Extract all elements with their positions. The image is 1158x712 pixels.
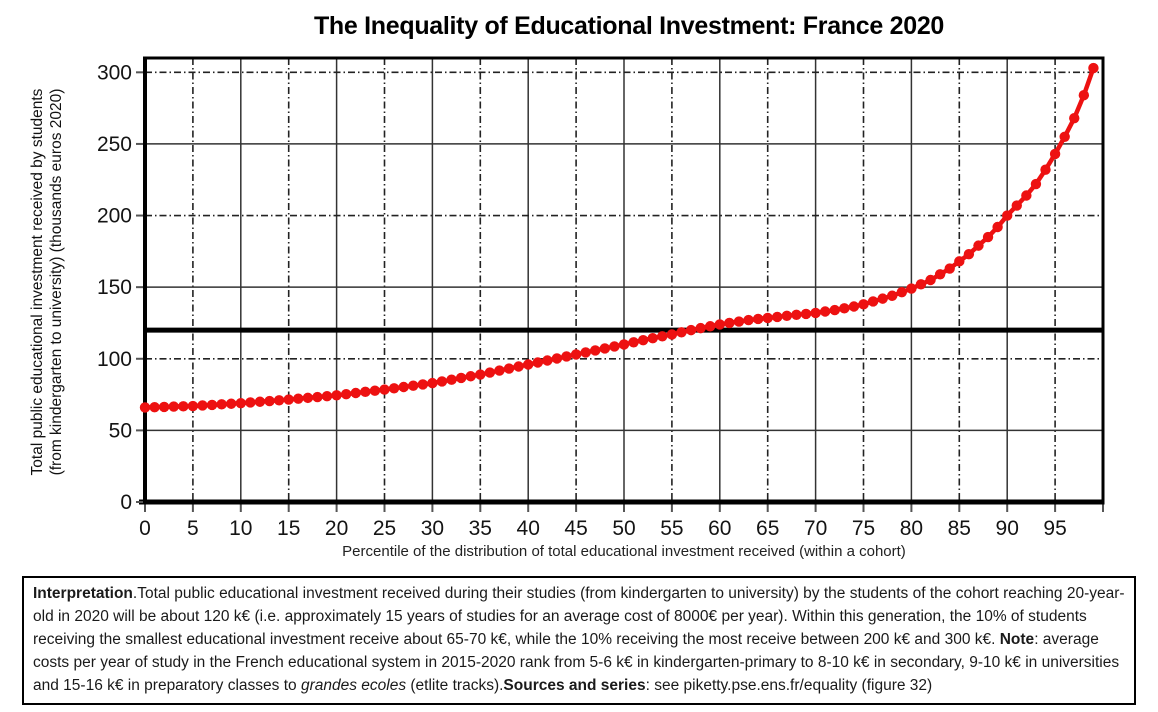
series-point xyxy=(849,301,859,311)
interpretation-segment: (etlite tracks). xyxy=(406,677,504,694)
series-point xyxy=(830,305,840,315)
x-tick-label: 10 xyxy=(229,517,253,540)
series-point xyxy=(925,275,935,285)
series-point xyxy=(724,318,734,328)
interpretation-segment: : average costs per year of study in the French educational system in 2015-2020 rank from 5-6 k€ in kindergarten-primary to 8-10 k€ in secondary, 9-10 k€ in universities and 15-16 k€ in preparatory classes to xyxy=(33,631,1120,694)
series-point xyxy=(216,399,226,409)
series-point xyxy=(303,393,313,403)
series-point xyxy=(1021,190,1031,200)
series-point xyxy=(379,384,389,394)
y-tick-label: 300 xyxy=(96,61,132,85)
series-point xyxy=(648,333,658,343)
series-point xyxy=(226,399,236,409)
x-tick-label: 30 xyxy=(420,517,445,540)
x-tick-label: 95 xyxy=(1043,517,1067,540)
series-point xyxy=(561,351,571,361)
series-point xyxy=(1031,179,1041,189)
series-point xyxy=(1059,132,1069,142)
series-point xyxy=(255,397,265,407)
series-point xyxy=(877,293,887,303)
x-tick-label: 45 xyxy=(564,517,588,540)
series-point xyxy=(1050,149,1060,159)
y-axis-label-line1: Total public educational investment received by students xyxy=(29,88,46,476)
series-point xyxy=(763,313,773,323)
series-point xyxy=(188,401,198,411)
series-point xyxy=(446,374,456,384)
series-point xyxy=(638,335,648,345)
series-point xyxy=(619,339,629,349)
series-point xyxy=(705,321,715,331)
series-point xyxy=(552,353,562,363)
series-point xyxy=(427,378,437,388)
series-point xyxy=(590,345,600,355)
series-point xyxy=(341,389,351,399)
series-point xyxy=(897,287,907,297)
series-point xyxy=(973,240,983,250)
series-point xyxy=(437,376,447,386)
series-point xyxy=(466,371,476,381)
series-point xyxy=(734,316,744,326)
series-point xyxy=(906,283,916,293)
interpretation-segment: Sources and series xyxy=(503,677,646,694)
series-point xyxy=(284,394,294,404)
series-point xyxy=(887,291,897,301)
series-point xyxy=(964,249,974,259)
x-tick-label: 0 xyxy=(139,517,151,540)
series-point xyxy=(542,355,552,365)
y-tick-label: 100 xyxy=(96,347,132,371)
series-point xyxy=(715,319,725,329)
series-point xyxy=(207,400,217,410)
series-point xyxy=(236,398,246,408)
x-tick-label: 15 xyxy=(277,517,301,540)
series-point xyxy=(331,390,341,400)
series-point xyxy=(1002,210,1012,220)
series-point xyxy=(686,325,696,335)
series-point xyxy=(916,279,926,289)
series-point xyxy=(628,337,638,347)
y-axis-label xyxy=(28,47,66,517)
interpretation-segment: Interpretation xyxy=(33,585,133,602)
series-point xyxy=(801,309,811,319)
series-point xyxy=(1088,63,1098,73)
y-tick-label: 150 xyxy=(96,276,132,300)
series-point xyxy=(197,400,207,410)
x-tick-label: 55 xyxy=(660,517,684,540)
series-point xyxy=(1012,200,1022,210)
x-tick-label: 85 xyxy=(947,517,971,540)
series-point xyxy=(1069,113,1079,123)
series-point xyxy=(169,401,179,411)
interpretation-segment: .Total public educational investment received during their studies (from kindergarten to university) by the students of the cohort reaching 20-year-old in 2020 will be about 120 k€ (i.e. approximately 15 years of studies for an average cost of 8000€ per year). Within this generation, the 10% of students receiving the smallest educational investment receive about 65-70 k€, while the 10% receiving the most receive between 200 k€ and 300 k€. xyxy=(33,585,1125,648)
series-point xyxy=(609,341,619,351)
x-tick-label: 35 xyxy=(468,517,492,540)
series-point xyxy=(657,331,667,341)
x-tick-label: 60 xyxy=(708,517,732,540)
x-tick-label: 25 xyxy=(372,517,397,540)
series-point xyxy=(1079,90,1089,100)
series-point xyxy=(264,396,274,406)
x-tick-label: 5 xyxy=(187,517,199,540)
series-point xyxy=(494,365,504,375)
series-point xyxy=(370,386,380,396)
series-point xyxy=(743,315,753,325)
series-point xyxy=(312,392,322,402)
series-point xyxy=(322,391,332,401)
series-point xyxy=(954,256,964,266)
y-tick-label: 250 xyxy=(96,132,132,156)
series-point xyxy=(475,369,485,379)
series-point xyxy=(351,388,361,398)
interpretation-box xyxy=(22,576,1136,705)
y-axis-label-line2: (from kindergarten to university) (thousands euros 2020) xyxy=(48,88,65,476)
series-point xyxy=(992,222,1002,232)
series-point xyxy=(513,361,523,371)
series-point xyxy=(140,402,150,412)
series-point xyxy=(245,397,255,407)
interpretation-segment: Note xyxy=(999,631,1035,648)
x-tick-label: 80 xyxy=(899,517,924,540)
series-point xyxy=(178,401,188,411)
x-tick-label: 65 xyxy=(756,517,780,540)
x-tick-label: 40 xyxy=(516,517,540,540)
series-point xyxy=(580,347,590,357)
series-point xyxy=(274,395,284,405)
series-point xyxy=(676,327,686,337)
series-point xyxy=(571,349,581,359)
series-point xyxy=(485,367,495,377)
series-point xyxy=(533,357,543,367)
series-point xyxy=(293,394,303,404)
series-point xyxy=(600,343,610,353)
series-point xyxy=(456,373,466,383)
series-point xyxy=(149,402,159,412)
series-point xyxy=(791,310,801,320)
interpretation-segment: : see piketty.pse.ens.fr/equality (figure 32) xyxy=(645,677,933,694)
series-point xyxy=(504,363,514,373)
x-axis-label: Percentile of the distribution of total educational investment received (within a cohort) xyxy=(342,543,906,560)
series-point xyxy=(820,306,830,316)
series-point xyxy=(868,296,878,306)
x-tick-label: 75 xyxy=(851,517,876,540)
series-line xyxy=(145,68,1093,407)
series-point xyxy=(772,312,782,322)
series-point xyxy=(753,314,763,324)
interpretation-segment: grandes ecoles xyxy=(300,677,407,694)
series-point xyxy=(858,299,868,309)
series-point xyxy=(695,323,705,333)
series-point xyxy=(810,308,820,318)
series-point xyxy=(159,402,169,412)
series-point xyxy=(983,232,993,242)
series-point xyxy=(389,383,399,393)
series-point xyxy=(945,263,955,273)
series-point xyxy=(782,311,792,321)
series-point xyxy=(408,381,418,391)
x-tick-label: 90 xyxy=(995,517,1019,540)
y-tick-label: 0 xyxy=(120,491,132,514)
y-tick-label: 200 xyxy=(96,204,132,228)
series-point xyxy=(667,329,677,339)
series-point xyxy=(418,379,428,389)
y-tick-label: 50 xyxy=(108,419,132,443)
x-tick-label: 20 xyxy=(324,517,349,540)
series-point xyxy=(1040,165,1050,175)
series-point xyxy=(839,303,849,313)
series-point xyxy=(523,359,533,369)
x-tick-label: 70 xyxy=(803,517,828,540)
series-point xyxy=(398,382,408,392)
chart-title: The Inequality of Educational Investment: France 2020 xyxy=(313,12,945,40)
x-tick-label: 50 xyxy=(612,517,636,540)
series-point xyxy=(360,387,370,397)
series-point xyxy=(935,269,945,279)
